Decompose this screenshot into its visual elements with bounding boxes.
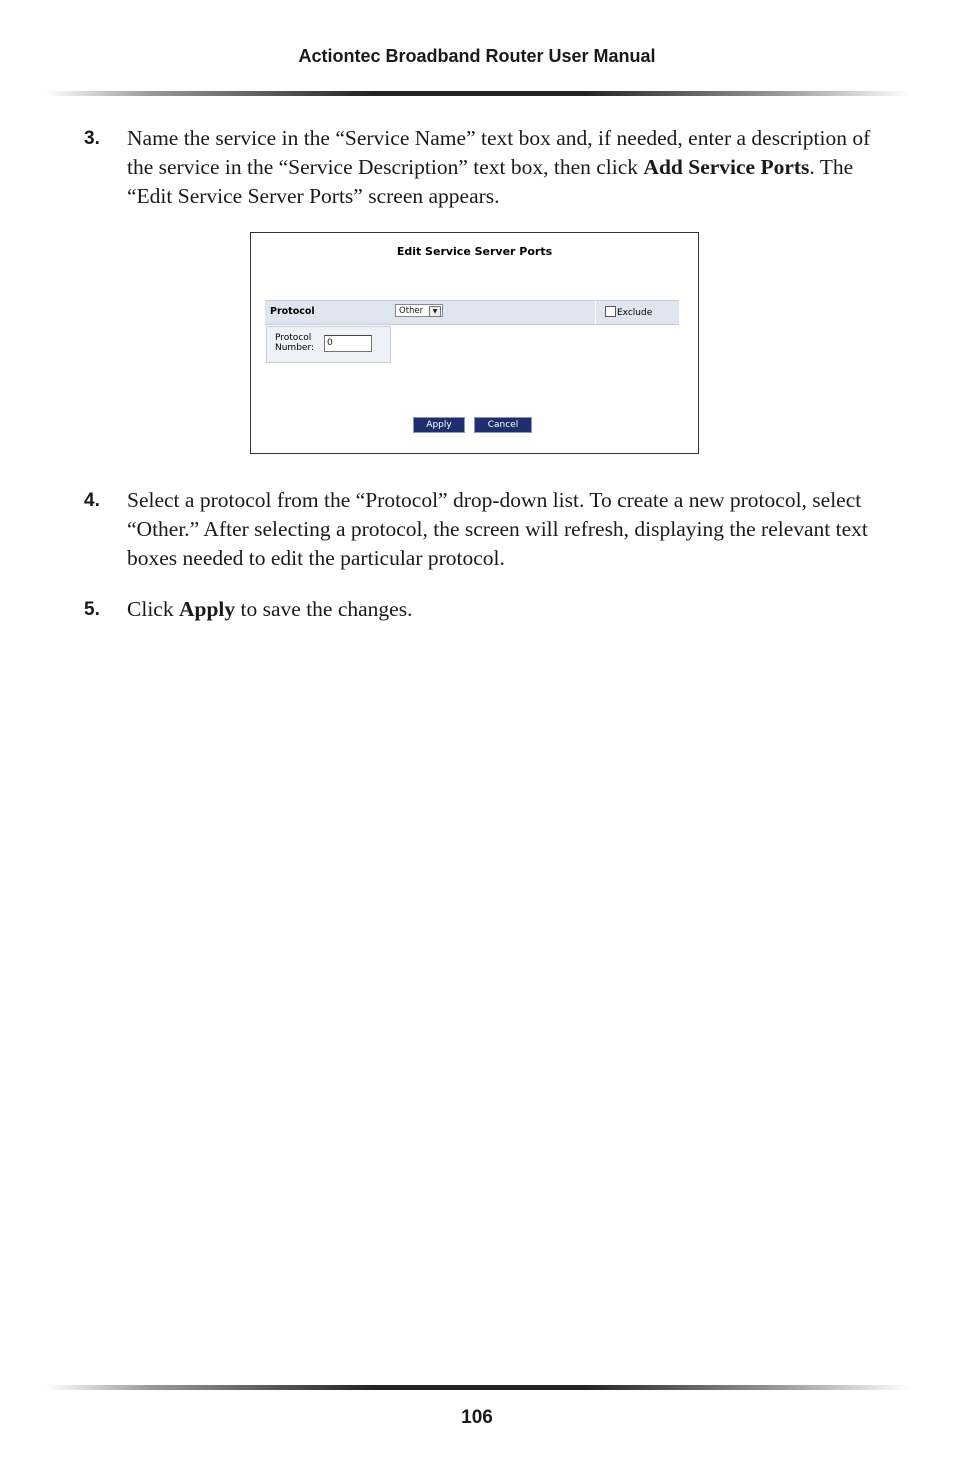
bold-term: Add Service Ports bbox=[643, 155, 810, 179]
step-number: 5. bbox=[84, 599, 100, 620]
screen-title: Edit Service Server Ports bbox=[396, 245, 553, 258]
footer-divider bbox=[46, 1385, 910, 1390]
protocol-row bbox=[265, 300, 679, 325]
step-number: 4. bbox=[84, 490, 100, 511]
chevron-down-icon[interactable]: ▼ bbox=[429, 306, 441, 317]
edit-service-server-ports-screenshot bbox=[250, 232, 699, 454]
apply-button[interactable]: Apply bbox=[413, 417, 465, 433]
cancel-button[interactable]: Cancel bbox=[474, 417, 532, 433]
protocol-number-box bbox=[266, 326, 391, 363]
protocol-number-label: Protocol Number: bbox=[275, 333, 315, 353]
step-text: Click Apply to save the changes. bbox=[127, 597, 413, 621]
exclude-checkbox[interactable] bbox=[605, 306, 616, 317]
protocol-select[interactable] bbox=[395, 304, 443, 317]
bold-term: Apply bbox=[178, 597, 236, 621]
step-text: Name the service in the “Service Name” text box and, if needed, enter a description of the service in the “Service Description” text box, then click Add Service Ports. The “Edit Service Server Ports” screen appears. bbox=[127, 126, 871, 208]
step-text: Select a protocol from the “Protocol” drop-down list. To create a new protocol, select “Other.” After selecting a protocol, the screen will refresh, displaying the relevant text boxes needed to edit the particular protocol. bbox=[127, 488, 868, 570]
step-number: 3. bbox=[84, 128, 100, 149]
manual-title: Actiontec Broadband Router User Manual bbox=[298, 46, 656, 66]
exclude-label: Exclude bbox=[617, 308, 653, 318]
protocol-number-input[interactable]: 0 bbox=[324, 335, 372, 352]
column-divider bbox=[595, 301, 596, 324]
protocol-label: Protocol bbox=[270, 306, 315, 317]
header-divider bbox=[46, 91, 910, 96]
protocol-select-value: Other bbox=[399, 306, 424, 316]
page-number: 106 bbox=[461, 1407, 493, 1428]
